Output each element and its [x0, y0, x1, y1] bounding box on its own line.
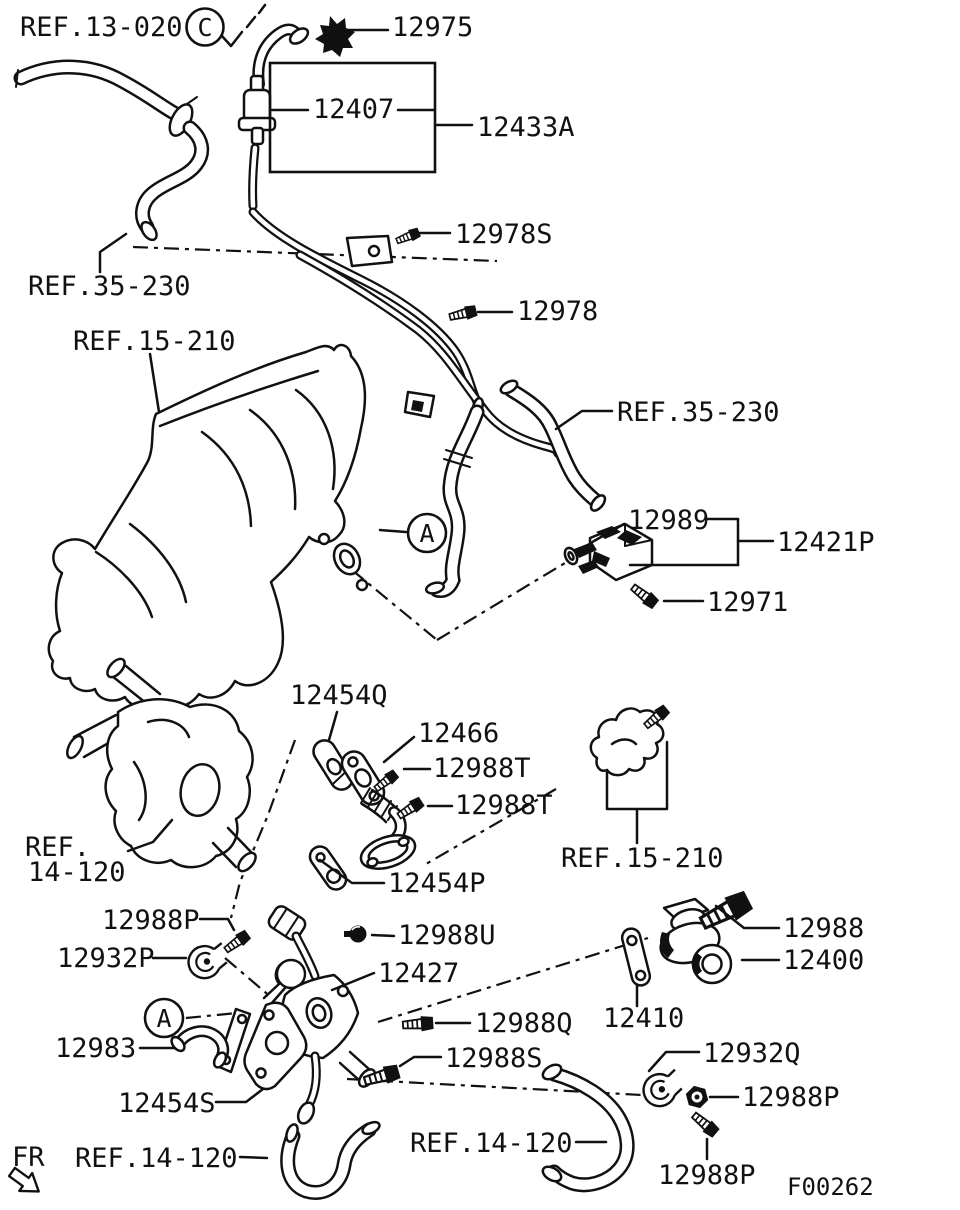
- label-ref-14-120-b: REF.14-120: [75, 1143, 238, 1174]
- label-12988S: 12988S: [445, 1043, 543, 1074]
- label-ref-15-210-b: REF.15-210: [561, 843, 724, 874]
- hose-clamp-12975: [315, 16, 355, 57]
- label-ref-14-120-l2: 14-120: [28, 857, 126, 888]
- bolt-12988P-c: [690, 1110, 719, 1138]
- gasket-12454P: [306, 843, 350, 894]
- label-12932Q: 12932Q: [703, 1038, 801, 1069]
- hose-ref-14-120-bottom-right: [540, 1062, 627, 1185]
- label-12988U: 12988U: [398, 920, 496, 951]
- bolt-12988P-a: [223, 930, 251, 955]
- callout-a-marker-pipe: [145, 999, 183, 1037]
- vacuum-elbow-hose: [258, 25, 310, 84]
- label-ref-35-230-a: REF.35-230: [28, 271, 191, 302]
- hose-ref-14-120-bottom-left: [284, 1120, 381, 1193]
- label-12454P: 12454P: [388, 868, 486, 899]
- label-12400: 12400: [783, 945, 865, 976]
- intake-manifold-ref-15-210: [49, 345, 367, 707]
- nut-12988P-mid: [684, 1085, 710, 1109]
- label-12988P-a: 12988P: [102, 905, 200, 936]
- bolt-12978S: [395, 227, 420, 245]
- callout-c-letter: C: [197, 13, 213, 42]
- label-12407: 12407: [313, 94, 395, 125]
- bolt-12988Q: [403, 1016, 433, 1031]
- label-12421P: 12421P: [777, 527, 875, 558]
- label-12988Q: 12988Q: [475, 1008, 573, 1039]
- label-12988T-b: 12988T: [455, 790, 553, 821]
- label-12466: 12466: [418, 718, 500, 749]
- callout-a-marker-manifold: [408, 514, 446, 552]
- label-12410: 12410: [603, 1003, 685, 1034]
- label-12433A: 12433A: [477, 112, 575, 143]
- bracket-ref-15-210-right: [591, 705, 670, 776]
- label-12427: 12427: [378, 958, 460, 989]
- bolt-12988T-b: [396, 797, 425, 821]
- label-ref-14-120-c: REF.14-120: [410, 1128, 573, 1159]
- bolt-12971: [629, 582, 659, 609]
- gasket-12410: [620, 927, 651, 988]
- label-12975: 12975: [392, 12, 474, 43]
- hose-ref-35-230-right: [499, 378, 608, 513]
- callout-a-letter: A: [419, 519, 435, 548]
- label-12978: 12978: [517, 296, 599, 327]
- label-12988T-a: 12988T: [433, 753, 531, 784]
- ball-bolt-12988U: [344, 926, 367, 943]
- hose-12983: [169, 1031, 228, 1069]
- label-ref-13-020: REF.13-020: [20, 12, 183, 43]
- hose-to-manifold: [425, 412, 477, 595]
- clamp-12932Q: [639, 1068, 685, 1111]
- label-12971: 12971: [707, 587, 789, 618]
- label-figure-code: F00262: [787, 1173, 874, 1201]
- label-12932P: 12932P: [57, 943, 155, 974]
- label-12454S: 12454S: [118, 1088, 216, 1119]
- label-12988P-c: 12988P: [658, 1160, 756, 1191]
- label-ref-14-120-l1: REF.: [25, 832, 91, 863]
- label-12454Q: 12454Q: [290, 680, 388, 711]
- callout-c-marker: [187, 9, 224, 46]
- label-fr-indicator: FR: [12, 1142, 45, 1173]
- label-12988: 12988: [783, 913, 865, 944]
- label-12983: 12983: [55, 1033, 137, 1064]
- label-ref-35-230-b: REF.35-230: [617, 397, 780, 428]
- label-12989: 12989: [628, 505, 710, 536]
- label-12978S: 12978S: [455, 219, 553, 250]
- label-ref-15-210-a: REF.15-210: [73, 326, 236, 357]
- label-12988P-b: 12988P: [742, 1082, 840, 1113]
- clamp-12932P: [185, 941, 229, 982]
- hose-ref-35-230-top-left: [16, 67, 202, 243]
- bolt-12978: [449, 305, 477, 323]
- callout-a-letter: A: [156, 1004, 172, 1033]
